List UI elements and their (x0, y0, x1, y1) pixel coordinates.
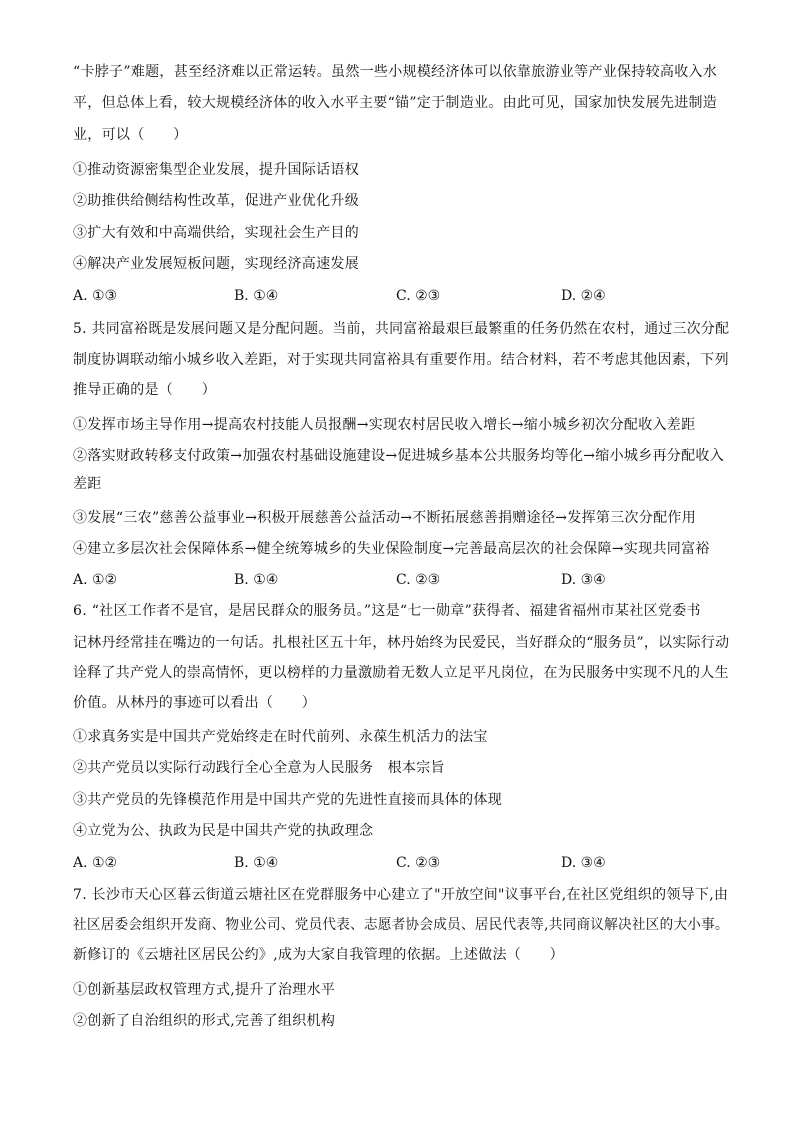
q5-options (73, 571, 729, 589)
q7-statement: ②创新了自治组织的形式,完善了组织机构 (73, 1013, 336, 1029)
option-b[interactable]: B. ①④ (234, 855, 279, 871)
option-c[interactable]: C. ②③ (396, 288, 441, 304)
q6-statement: ①求真务实是中国共产党始终走在时代前列、永葆生机活力的法宝 (73, 729, 488, 745)
option-c[interactable]: C. ②③ (396, 855, 441, 871)
option-a[interactable]: A. ①③ (73, 288, 118, 304)
q5-statement: ③发展“三农”慈善公益事业→积极开展慈善公益活动→不断拓展慈善捐赠途径→发挥第三次分配作用 (73, 510, 697, 526)
option-a[interactable]: A. ①② (73, 855, 118, 871)
option-d[interactable]: D. ③④ (561, 572, 606, 588)
q4-stem-line: 平，但总体上看，较大规模经济体的收入水平主要“锚”定于制造业。由此可见，国家加快发展先进制造 (73, 95, 718, 111)
q7-stem-line: 新修订的《云塘社区居民公约》,成为大家自我管理的依据。上述做法（ ） (73, 947, 564, 963)
q7-stem-line: 社区居委会组织开发商、物业公司、党员代表、志愿者协会成员、居民代表等,共同商议解决社区的大小事。 (73, 917, 729, 933)
q4-stem-line: “卡脖子”难题，甚至经济难以正常运转。虽然一些小规模经济体可以依靠旅游业等产业保持较高收入水 (73, 64, 718, 80)
q4-statement: ①推动资源密集型企业发展，提升国际话语权 (73, 162, 359, 178)
q5-statement: ②落实财政转移支付政策→加强农村基础设施建设→促进城乡基本公共服务均等化→缩小城乡再分配收入 (73, 448, 724, 464)
q4-statement: ④解决产业发展短板问题，实现经济高速发展 (73, 256, 359, 272)
q6-stem-line: 价值。从林丹的事迹可以看出（ ） (73, 695, 317, 711)
q5-statement: ④建立多层次社会保障体系→健全统筹城乡的失业保险制度→完善最高层次的社会保障→实现共同富裕 (73, 541, 710, 557)
q4-statement: ②助推供给侧结构性改革，促进产业优化升级 (73, 193, 359, 209)
option-b[interactable]: B. ①④ (234, 288, 279, 304)
q6-statement: ②共产党员以实际行动践行全心全意为人民服务 根本宗旨 (73, 760, 445, 776)
option-a[interactable]: A. ①② (73, 572, 118, 588)
q6-statement: ④立党为公、执政为民是中国共产党的执政理念 (73, 823, 374, 839)
option-c[interactable]: C. ②③ (396, 572, 441, 588)
option-d[interactable]: D. ③④ (561, 855, 606, 871)
option-b[interactable]: B. ①④ (234, 572, 279, 588)
q7-statement: ①创新基层政权管理方式,提升了治理水平 (73, 982, 336, 998)
q5-stem-line: 制度协调联动缩小城乡收入差距，对于实现共同富裕具有重要作用。结合材料，若不考虑其他因素，下列 (73, 352, 729, 368)
q5-statement: ①发挥市场主导作用→提高农村技能人员报酬→实现农村居民收入增长→缩小城乡初次分配收入差距 (73, 417, 696, 433)
q6-stem-line: 诠释了共产党人的崇高情怀，更以榜样的力量激励着无数人立足平凡岗位，在为民服务中实现不凡的人生 (73, 665, 729, 681)
q4-stem-line: 业，可以（ ） (73, 127, 188, 143)
q5-statement-cont: 差距 (73, 476, 102, 492)
q6-stem-line: 6. “社区工作者不是官，是居民群众的服务员。”这是“七一勋章”获得者、福建省福州市某社区党委书 (73, 603, 701, 619)
q7-stem-line: 7. 长沙市天心区暮云街道云塘社区在党群服务中心建立了"开放空间"议事平台,在社区党组织的领导下,由 (73, 887, 729, 903)
option-d[interactable]: D. ②④ (561, 288, 606, 304)
q5-stem-line: 5. 共同富裕既是发展问题又是分配问题。当前，共同富裕最艰巨最繁重的任务仍然在农村，通过三次分配 (73, 321, 730, 337)
q4-statement: ③扩大有效和中高端供给，实现社会生产目的 (73, 225, 359, 241)
q6-statement: ③共产党员的先锋模范作用是中国共产党的先进性直接而具体的体现 (73, 792, 502, 808)
q6-options (73, 854, 729, 872)
q6-stem-line: 记林丹经常挂在嘴边的一句话。扎根社区五十年，林丹始终为民爱民，当好群众的“服务员”，以实际行动 (73, 635, 730, 651)
q5-stem-line: 推导正确的是（ ） (73, 382, 216, 398)
q4-options (73, 287, 729, 305)
